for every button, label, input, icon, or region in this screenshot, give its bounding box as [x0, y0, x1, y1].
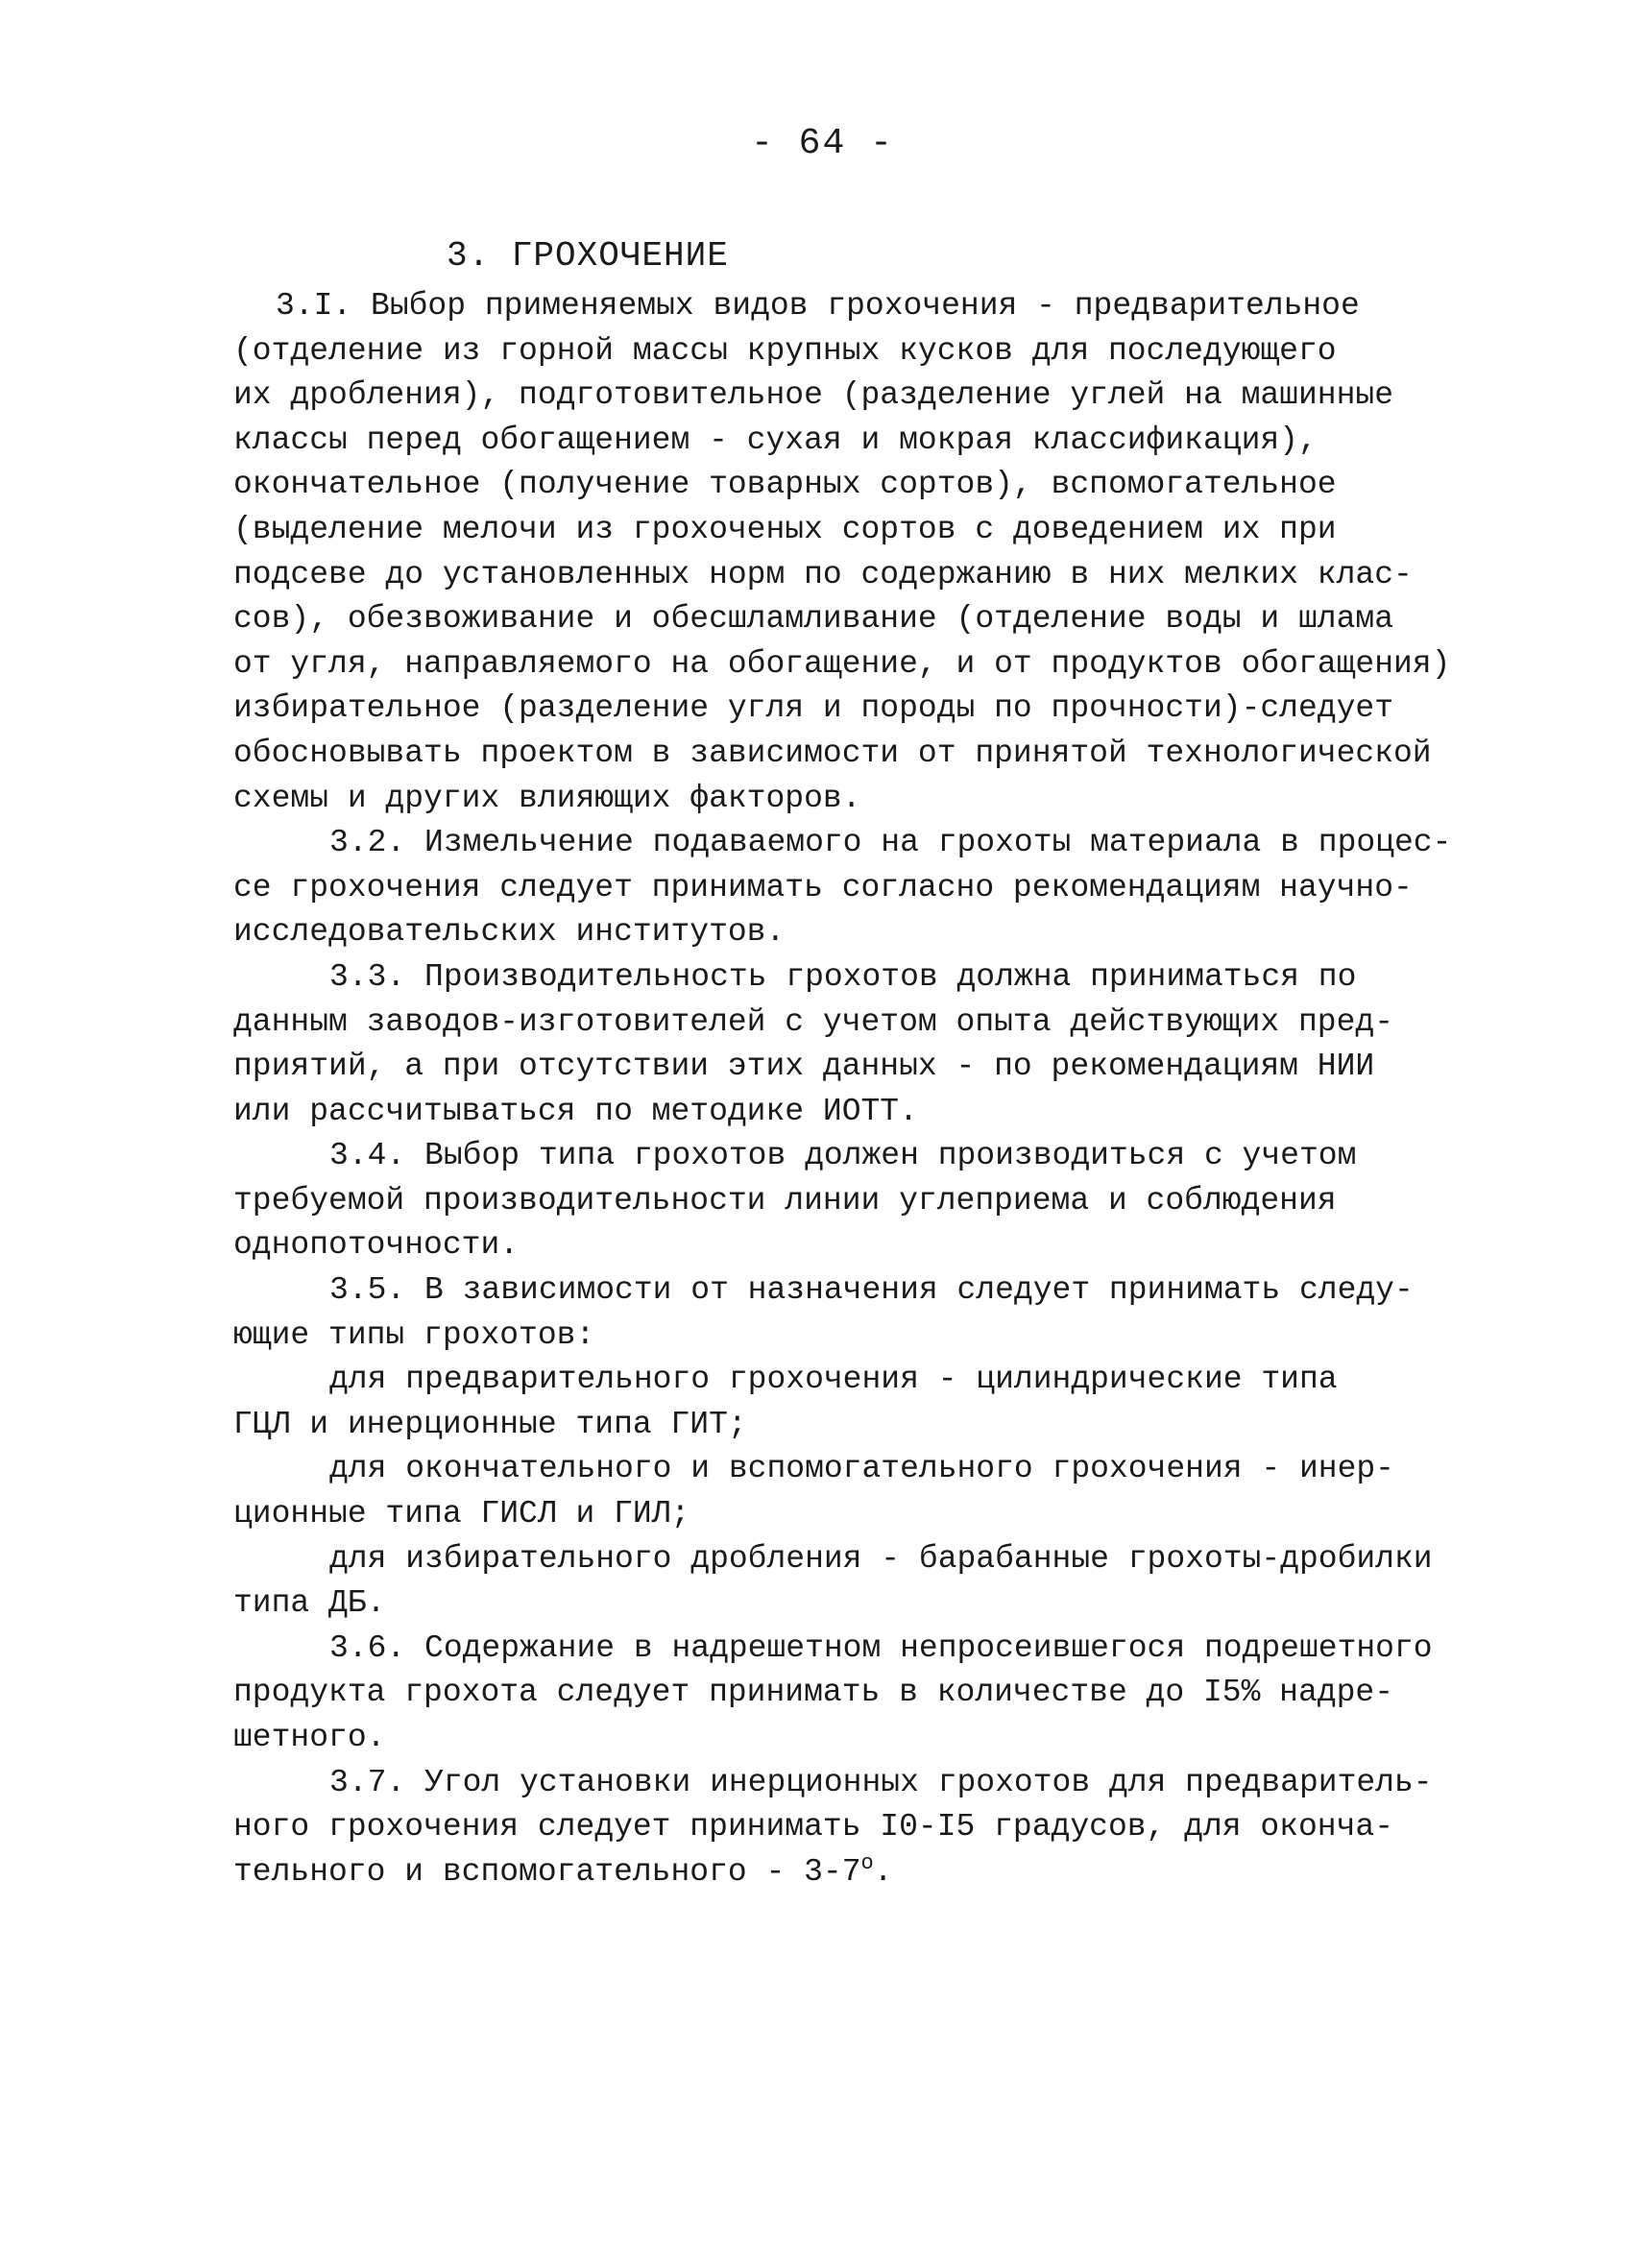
text-line: се грохочения следует принимать согласно рекомендациям научно-	[233, 869, 1413, 905]
text-line: от угля, направляемого на обогащение, и от продуктов обогащения)	[233, 645, 1451, 682]
text-line: (отделение из горной массы крупных кусков для последующего	[233, 332, 1337, 369]
text-line: 3.I. Выбор применяемых видов грохочения - предварительное	[276, 288, 1360, 324]
text-line: ГЦЛ и инерционные типа ГИТ;	[233, 1406, 747, 1442]
text-line: 3.3. Производительность грохотов должна приниматься по	[329, 958, 1357, 995]
text-line: типа ДБ.	[233, 1585, 386, 1622]
text-line: 3.4. Выбор типа грохотов должен производиться с учетом	[329, 1138, 1357, 1174]
paragraph-3-1	[233, 284, 1451, 821]
text-line: подсеве до установленных норм по содержанию в них мелких клас-	[233, 556, 1413, 592]
text-line: (выделение мелочи из грохоченых сортов с доведением их при	[233, 511, 1337, 547]
text-line: требуемой производительности линии углеприема и соблюдения	[233, 1182, 1337, 1218]
text-line: для окончательного и вспомогательного грохочения - инер-	[329, 1451, 1394, 1487]
text-line: ющие типы грохотов:	[233, 1316, 595, 1353]
text-line: или рассчитываться по методике ИОТТ.	[233, 1093, 918, 1129]
paragraph-3-4	[233, 1134, 1424, 1268]
text-line: избирательное (разделение угля и породы по прочности)-следует	[233, 690, 1393, 727]
text-line: окончательное (получение товарных сортов), вспомогательное	[233, 467, 1337, 503]
text-line-last	[233, 1850, 1424, 1895]
paragraph-3-5	[233, 1268, 1424, 1358]
text-line: ного грохочения следует принимать I0-I5 градусов, для оконча-	[233, 1809, 1393, 1846]
page-number: - 64 -	[751, 123, 894, 164]
list-item-final	[233, 1447, 1424, 1536]
text-line: данным заводов-изготовителей с учетом опыта действующих пред-	[233, 1003, 1393, 1040]
text-line: классы перед обогащением - сухая и мокрая классификация),	[233, 422, 1318, 458]
text-line-tail: .	[873, 1853, 893, 1890]
text-line: продукта грохота следует принимать в количестве до I5% надре-	[233, 1675, 1393, 1711]
section-title: 3. ГРОХОЧЕНИЕ	[447, 236, 729, 276]
text-line: 3.7. Угол установки инерционных грохотов для предваритель-	[329, 1764, 1433, 1800]
body-text	[233, 284, 1452, 1894]
text-line: их дробления), подготовительное (разделение углей на машинные	[233, 377, 1393, 414]
text-line: сов), обезвоживание и обесшламливание (отделение воды и шлама	[233, 601, 1393, 638]
text-line: схемы и других влияющих факторов.	[233, 780, 861, 816]
paragraph-3-2	[233, 821, 1452, 955]
text-line: для избирательного дробления - барабанные грохоты-дробилки	[329, 1540, 1433, 1577]
text-line: для предварительного грохочения - цилиндрические типа	[329, 1362, 1338, 1398]
text-line: исследовательских институтов.	[233, 914, 786, 951]
paragraph-3-3	[233, 955, 1424, 1134]
text-line: 3.5. В зависимости от назначения следует принимать следу-	[329, 1272, 1414, 1309]
list-item-selective	[233, 1537, 1433, 1627]
text-line: 3.2. Измельчение подаваемого на грохоты материала в процес-	[329, 825, 1452, 861]
paragraph-3-7	[233, 1761, 1433, 1895]
text-line: приятий, а при отсутствии этих данных - по рекомендациям НИИ	[233, 1049, 1375, 1085]
paragraph-3-6	[233, 1627, 1433, 1761]
list-item-preliminary	[233, 1358, 1424, 1447]
text-line: ционные типа ГИСЛ и ГИЛ;	[233, 1496, 690, 1532]
text-line: 3.6. Содержание в надрешетном непросеившегося подрешетного	[329, 1629, 1433, 1666]
degree-superscript: o	[860, 1850, 874, 1875]
text-line-main: тельного и вспомогательного - 3-7	[233, 1853, 861, 1890]
text-line: однопоточности.	[233, 1227, 520, 1264]
text-line: шетного.	[233, 1720, 386, 1755]
text-line: обосновывать проектом в зависимости от принятой технологической	[233, 735, 1432, 771]
